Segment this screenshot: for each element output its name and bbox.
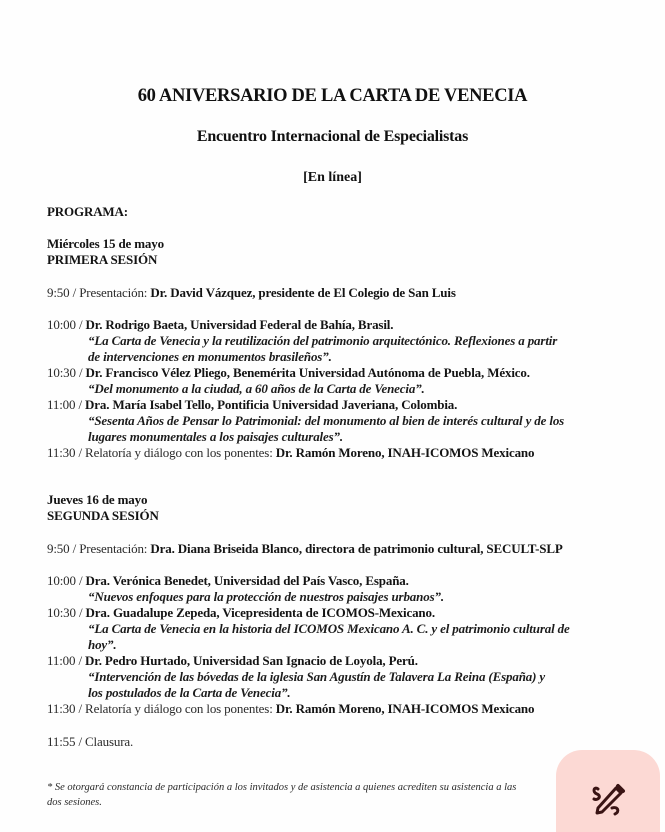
talk-title: “La Carta de Venecia y la reutilización del patrimonio arquitectónico. Reflexiones a partir [88, 333, 558, 348]
talk-time: 10:00 / [47, 317, 86, 332]
session-date: Jueves 16 de mayo [47, 492, 148, 507]
draw-button[interactable] [556, 750, 660, 832]
talk-title: “Del monumento a la ciudad, a 60 años de la Carta de Venecia”. [88, 381, 425, 396]
talk-item [47, 365, 645, 397]
talk-speaker: Dr. Rodrigo Baeta, Universidad Federal de Bahía, Brasil. [85, 317, 394, 332]
dialogue-item [47, 445, 645, 461]
talk-item [47, 397, 645, 445]
talk-speaker: Dr. Francisco Vélez Pliego, Benemérita Universidad Autónoma de Puebla, México. [85, 365, 530, 380]
talk-item [47, 653, 645, 701]
document-title: 60 ANIVERSARIO DE LA CARTA DE VENECIA [137, 86, 528, 106]
dialogue-time: 11:30 / [47, 445, 86, 460]
closing [47, 734, 645, 750]
presentation-label: Presentación: [79, 541, 151, 556]
session-name: PRIMERA SESIÓN [47, 252, 158, 267]
program-label: PROGRAMA: [47, 204, 128, 219]
talk-time: 10:00 / [47, 573, 86, 588]
talk-title: de intervenciones en monumentos brasileños”. [88, 349, 332, 364]
footnote [47, 780, 567, 810]
presentation-speaker: Dra. Diana Briseida Blanco, directora de patrimonio cultural, SECULT-SLP [150, 541, 563, 556]
presentation-speaker: Dr. David Vázquez, presidente de El Colegio de San Luis [150, 285, 456, 300]
session-1-presentation [47, 285, 645, 301]
session-1-header [47, 236, 645, 268]
talk-item [47, 573, 645, 605]
session-1-talks [47, 317, 645, 461]
session-2-header [47, 492, 645, 524]
talk-time: 11:00 / [47, 653, 86, 668]
talk-title: “Intervención de las bóvedas de la iglesia San Agustín de Talavera La Reina (España) y [88, 669, 546, 684]
footnote-line-2: dos sesiones. [47, 797, 102, 808]
talk-title: los postulados de la Carta de Venecia”. [88, 685, 291, 700]
talk-title: hoy”. [88, 637, 117, 652]
talk-title: lugares monumentales a los paisajes culturales”. [88, 429, 344, 444]
talk-item [47, 605, 645, 653]
dialogue-item [47, 701, 645, 717]
session-date: Miércoles 15 de mayo [47, 236, 164, 251]
talk-time: 10:30 / [47, 365, 86, 380]
talk-speaker: Dra. María Isabel Tello, Pontificia Universidad Javeriana, Colombia. [85, 397, 458, 412]
talk-speaker: Dr. Pedro Hurtado, Universidad San Ignacio de Loyola, Perú. [85, 653, 418, 668]
draw-pen-icon [588, 780, 628, 820]
dialogue-label: Relatoría y diálogo con los ponentes: [85, 701, 276, 716]
document-subtitle: Encuentro Internacional de Especialistas [196, 128, 469, 145]
dialogue-time: 11:30 / [47, 701, 86, 716]
talk-speaker: Dra. Verónica Benedet, Universidad del País Vasco, España. [85, 573, 409, 588]
talk-speaker: Dra. Guadalupe Zepeda, Vicepresidenta de ICOMOS-Mexicano. [85, 605, 435, 620]
talk-title: “Sesenta Años de Pensar lo Patrimonial: del monumento al bien de interés cultural y de los [88, 413, 565, 428]
talk-title: “La Carta de Venecia en la historia del ICOMOS Mexicano A. C. y el patrimonio cultural de [88, 621, 570, 636]
closing-text: 11:55 / Clausura. [47, 734, 134, 749]
talk-time: 10:30 / [47, 605, 86, 620]
presentation-time: 9:50 / [47, 285, 80, 300]
talk-title: “Nuevos enfoques para la protección de nuestros paisajes urbanos”. [88, 589, 444, 604]
presentation-label: Presentación: [79, 285, 151, 300]
footnote-line-1: * Se otorgará constancia de participación a los invitados y de asistencia a quienes acrediten su asistencia a las [47, 782, 517, 793]
talk-item [47, 317, 645, 365]
dialogue-moderator: Dr. Ramón Moreno, INAH-ICOMOS Mexicano [275, 445, 535, 460]
session-2-presentation [47, 541, 645, 557]
talk-time: 11:00 / [47, 397, 86, 412]
event-modality: [En línea] [303, 170, 362, 185]
program-heading [47, 204, 645, 220]
session-2-talks [47, 573, 645, 717]
dialogue-label: Relatoría y diálogo con los ponentes: [85, 445, 276, 460]
session-name: SEGUNDA SESIÓN [47, 508, 159, 523]
presentation-time: 9:50 / [47, 541, 80, 556]
dialogue-moderator: Dr. Ramón Moreno, INAH-ICOMOS Mexicano [275, 701, 535, 716]
